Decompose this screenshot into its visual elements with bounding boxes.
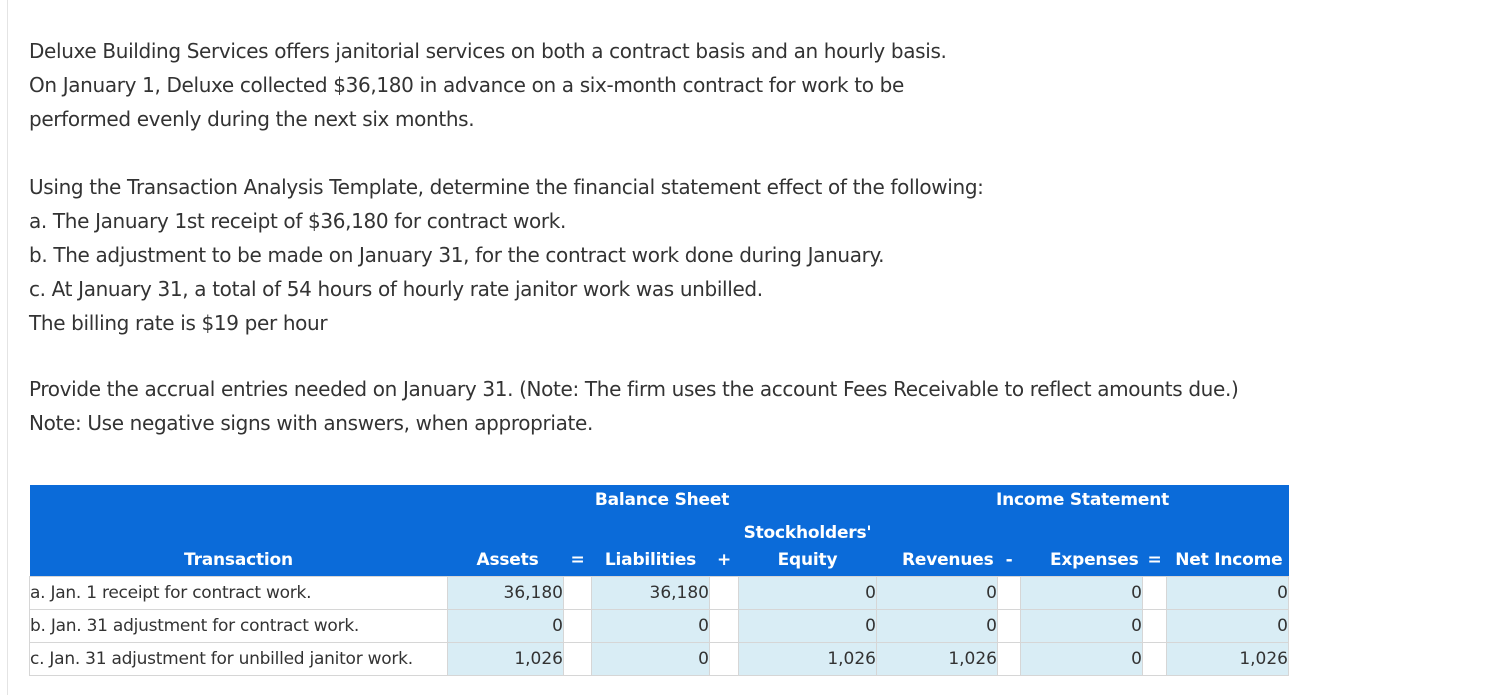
assets-input[interactable]: 1,026 <box>448 643 564 676</box>
expenses-header: Expenses <box>1021 543 1143 577</box>
transaction-analysis-template <box>29 485 1289 676</box>
problem-line: The billing rate is $19 per hour <box>29 311 328 335</box>
transaction-label: c. Jan. 31 adjustment for unbilled janitor work. <box>30 643 448 676</box>
expenses-input[interactable]: 0 <box>1021 610 1143 643</box>
assets-header: Assets <box>448 543 564 577</box>
revenues-input[interactable]: 0 <box>877 610 998 643</box>
transaction-label: a. Jan. 1 receipt for contract work. <box>30 577 448 610</box>
equity-input[interactable]: 0 <box>739 610 877 643</box>
revenues-input[interactable]: 0 <box>877 577 998 610</box>
minus-operator: - <box>998 543 1021 577</box>
assets-input[interactable]: 36,180 <box>448 577 564 610</box>
equals-operator: = <box>564 543 592 577</box>
stockholders-label: Stockholders' <box>739 515 877 543</box>
net-income-input[interactable]: 1,026 <box>1167 643 1289 676</box>
problem-line: Provide the accrual entries needed on January 31. (Note: The firm uses the account Fees Receivable to reflect amounts due.) <box>29 377 1239 401</box>
problem-line: c. At January 31, a total of 54 hours of hourly rate janitor work was unbilled. <box>29 277 763 301</box>
transaction-header: Transaction <box>30 543 448 577</box>
problem-notes <box>29 372 1238 440</box>
problem-instructions <box>29 170 984 340</box>
problem-line: performed evenly during the next six months. <box>29 107 475 131</box>
net-income-header: Net Income <box>1167 543 1289 577</box>
expenses-input[interactable]: 0 <box>1021 577 1143 610</box>
liabilities-header: Liabilities <box>592 543 710 577</box>
table-row <box>30 610 1289 643</box>
equity-input[interactable]: 1,026 <box>739 643 877 676</box>
balance-sheet-header: Balance Sheet <box>448 485 877 515</box>
problem-line: On January 1, Deluxe collected $36,180 in advance on a six-month contract for work to be <box>29 73 904 97</box>
table-row <box>30 643 1289 676</box>
column-header-row <box>30 543 1289 577</box>
revenues-input[interactable]: 1,026 <box>877 643 998 676</box>
net-income-input[interactable]: 0 <box>1167 577 1289 610</box>
revenues-header: Revenues <box>877 543 998 577</box>
equity-input[interactable]: 0 <box>739 577 877 610</box>
liabilities-input[interactable]: 0 <box>592 610 710 643</box>
section-header-row <box>30 485 1289 515</box>
problem-line: a. The January 1st receipt of $36,180 for contract work. <box>29 209 567 233</box>
equals-operator: = <box>1143 543 1167 577</box>
problem-line: Using the Transaction Analysis Template, determine the financial statement effect of the following: <box>29 175 984 199</box>
assets-input[interactable]: 0 <box>448 610 564 643</box>
table-row <box>30 577 1289 610</box>
net-income-input[interactable]: 0 <box>1167 610 1289 643</box>
problem-line: Deluxe Building Services offers janitorial services on both a contract basis and an hourly basis. <box>29 39 947 63</box>
problem-line: Note: Use negative signs with answers, when appropriate. <box>29 411 593 435</box>
problem-intro <box>29 34 947 136</box>
header-top-row <box>30 515 1289 543</box>
content-left-border <box>7 0 8 695</box>
plus-operator: + <box>710 543 739 577</box>
transaction-label: b. Jan. 31 adjustment for contract work. <box>30 610 448 643</box>
liabilities-input[interactable]: 0 <box>592 643 710 676</box>
expenses-input[interactable]: 0 <box>1021 643 1143 676</box>
liabilities-input[interactable]: 36,180 <box>592 577 710 610</box>
income-statement-header: Income Statement <box>877 485 1289 515</box>
equity-header: Equity <box>739 543 877 577</box>
problem-line: b. The adjustment to be made on January 31, for the contract work done during January. <box>29 243 885 267</box>
